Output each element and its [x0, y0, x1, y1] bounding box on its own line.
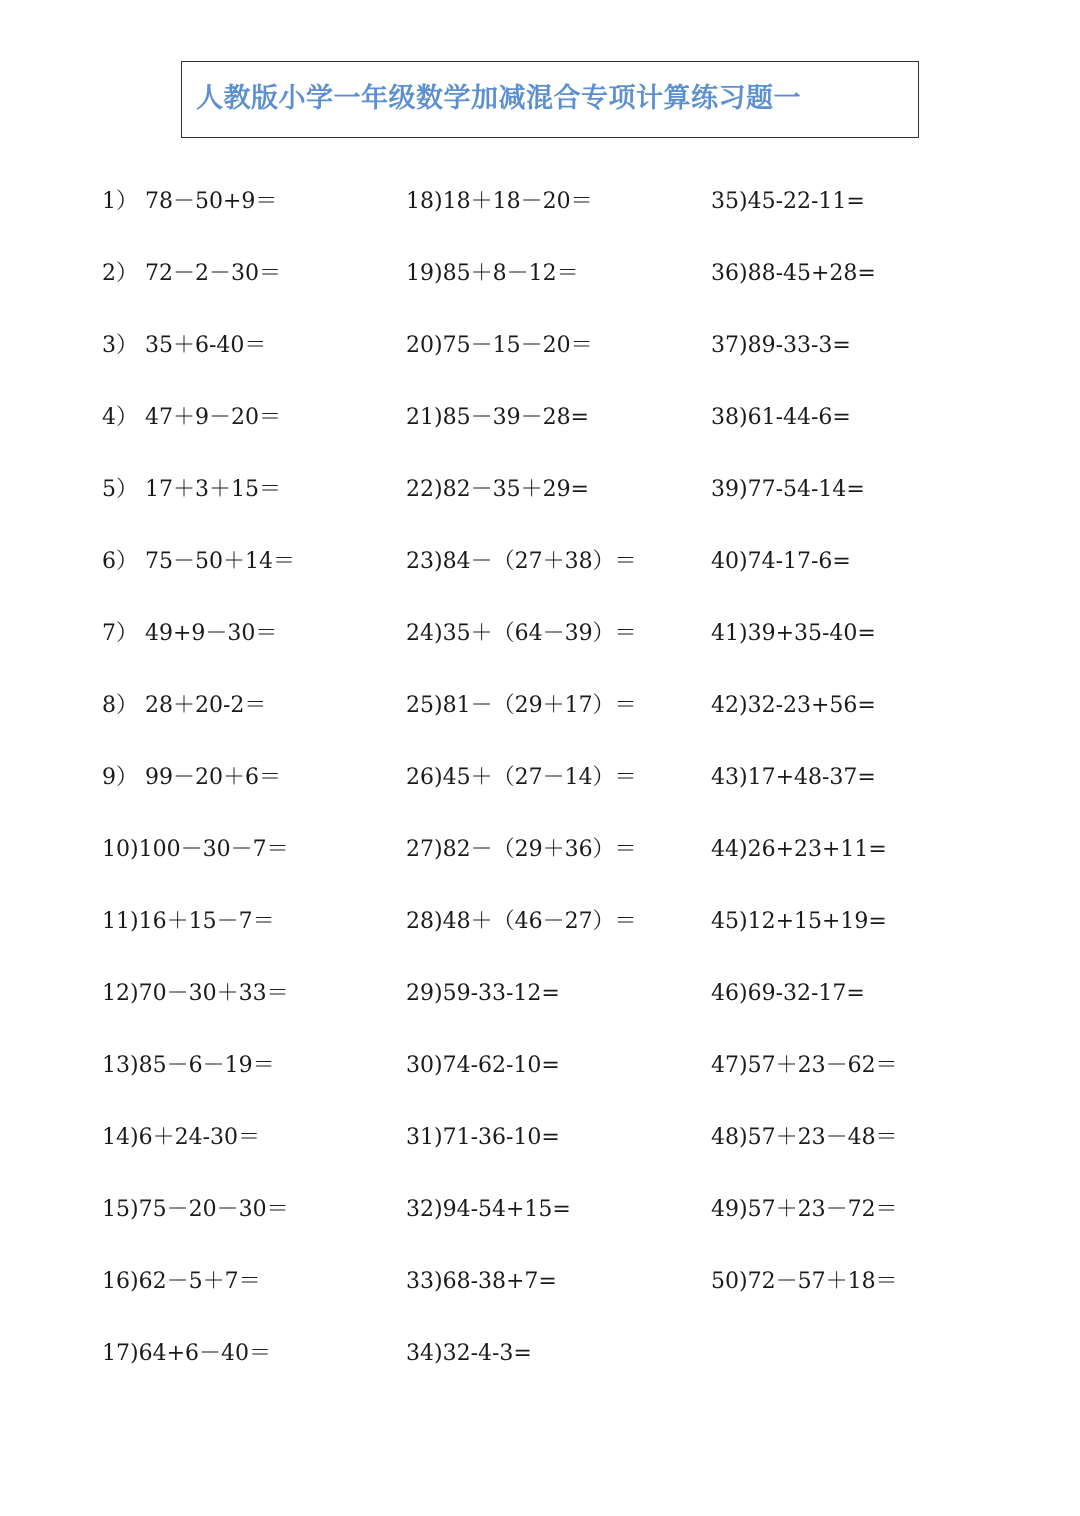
problem-item: 45)12+15+19= — [711, 909, 887, 934]
problem-item: 18)18＋18－20＝ — [406, 189, 593, 214]
problem-item: 35)45-22-11= — [711, 189, 865, 214]
problem-item: 33)68-38+7= — [406, 1269, 557, 1294]
problem-item: 15)75－20－30＝ — [102, 1197, 289, 1222]
problem-item: 16)62－5＋7＝ — [102, 1269, 261, 1294]
problem-item: 5） 17＋3＋15＝ — [102, 477, 281, 502]
problem-item: 44)26+23+11= — [711, 837, 887, 862]
problem-item: 49)57＋23－72＝ — [711, 1197, 898, 1222]
problem-item: 42)32-23+56= — [711, 693, 876, 718]
problem-item: 14)6＋24-30＝ — [102, 1125, 260, 1150]
page-title: 人教版小学一年级数学加减混合专项计算练习题一 — [196, 83, 801, 114]
problem-item: 36)88-45+28= — [711, 261, 876, 286]
problem-item: 29)59-33-12= — [406, 981, 560, 1006]
problem-item: 39)77-54-14= — [711, 477, 865, 502]
problem-item: 24)35＋（64－39）＝ — [406, 621, 637, 646]
problem-item: 38)61-44-6= — [711, 405, 851, 430]
problem-item: 17)64+6－40＝ — [102, 1341, 271, 1366]
problem-item: 31)71-36-10= — [406, 1125, 560, 1150]
problem-item: 40)74-17-6= — [711, 549, 851, 574]
problem-item: 10)100－30－7＝ — [102, 837, 289, 862]
problem-item: 25)81－（29＋17）＝ — [406, 693, 637, 718]
problem-item: 37)89-33-3= — [711, 333, 851, 358]
problem-item: 46)69-32-17= — [711, 981, 865, 1006]
problem-item: 2） 72－2－30＝ — [102, 261, 281, 286]
problem-item: 4） 47＋9－20＝ — [102, 405, 281, 430]
problem-item: 28)48＋（46－27）＝ — [406, 909, 637, 934]
problem-item: 34)32-4-3= — [406, 1341, 532, 1366]
problem-item: 30)74-62-10= — [406, 1053, 560, 1078]
problem-item: 23)84－（27＋38）＝ — [406, 549, 637, 574]
problem-item: 43)17+48-37= — [711, 765, 876, 790]
problem-item: 8） 28＋20-2＝ — [102, 693, 267, 718]
problem-item: 12)70－30＋33＝ — [102, 981, 289, 1006]
problem-item: 26)45＋（27－14）＝ — [406, 765, 637, 790]
problem-item: 11)16＋15－7＝ — [102, 909, 275, 934]
problem-item: 21)85－39－28= — [406, 405, 589, 430]
problem-item: 9） 99－20＋6＝ — [102, 765, 281, 790]
problem-item: 19)85＋8－12＝ — [406, 261, 579, 286]
problem-item: 50)72－57＋18＝ — [711, 1269, 898, 1294]
problem-item: 41)39+35-40= — [711, 621, 876, 646]
problem-item: 20)75－15－20＝ — [406, 333, 593, 358]
problem-item: 6） 75－50＋14＝ — [102, 549, 295, 574]
problem-item: 32)94-54+15= — [406, 1197, 571, 1222]
problem-item: 13)85－6－19＝ — [102, 1053, 275, 1078]
problem-item: 22)82－35＋29= — [406, 477, 589, 502]
problem-item: 3） 35＋6-40＝ — [102, 333, 267, 358]
problem-item: 47)57＋23－62＝ — [711, 1053, 898, 1078]
title-box — [181, 61, 919, 138]
problem-item: 27)82－（29＋36）＝ — [406, 837, 637, 862]
problem-item: 7） 49+9－30＝ — [102, 621, 278, 646]
problem-item: 1） 78－50+9＝ — [102, 189, 278, 214]
problem-item: 48)57＋23－48＝ — [711, 1125, 898, 1150]
